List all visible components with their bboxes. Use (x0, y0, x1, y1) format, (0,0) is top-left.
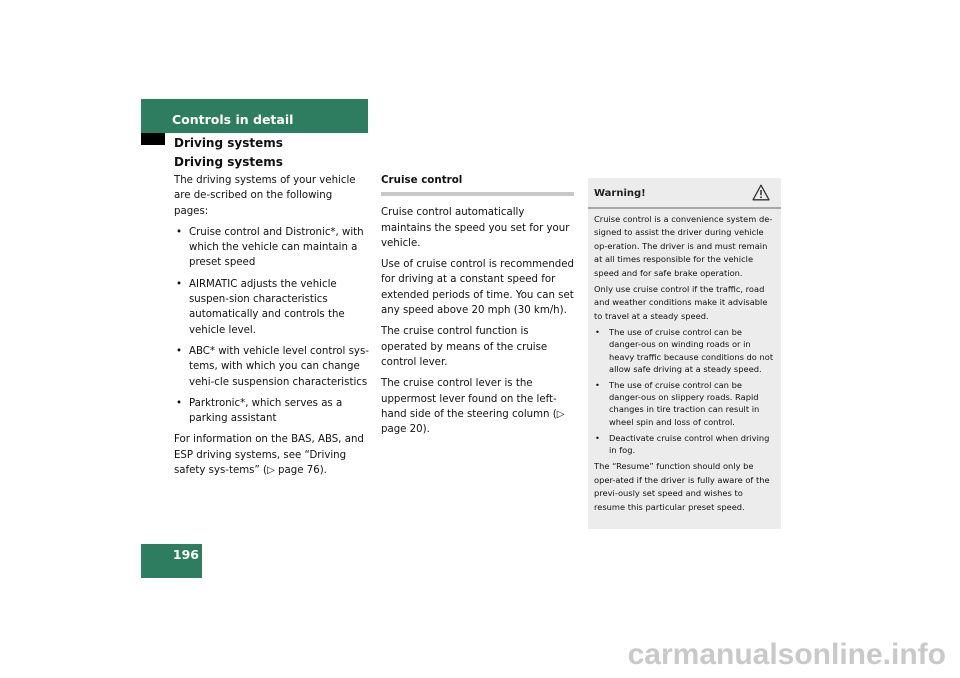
page-title: Driving systems (174, 155, 283, 169)
outro-paragraph: For information on the BAS, ABS, and ESP driving systems, see “Driving safety sys-tems” (▷ page 76). (174, 434, 364, 477)
paragraph: Use of cruise control is recommended for driving at a constant speed for extended periods of time. You can set any speed above 20 mph (30 km/h). (381, 259, 574, 317)
warning-list-item: • The use of cruise control can be danger-ous on winding roads or in heavy traffic because conditions do not allow safe driving at a steady speed. (594, 326, 775, 375)
list-item: • Cruise control and Distronic*, with which the vehicle can maintain a preset speed (174, 225, 369, 271)
warning-triangle-icon (752, 184, 770, 201)
warning-list-item: • Deactivate cruise control when driving in fog. (594, 432, 775, 456)
warning-header (588, 178, 781, 209)
warning-list-item: • The use of cruise control can be danger-ous on slippery roads. Rapid changes in tire traction can result in wheel spin and loss of control. (594, 379, 775, 428)
section-marker (141, 133, 165, 145)
warning-title: Warning! (594, 188, 646, 199)
warning-list (594, 326, 775, 456)
warning-paragraph: The “Resume” function should only be oper-ated if the driver is fully aware of the previ-ously set speed and wishes to resume this particular preset speed. (594, 461, 770, 512)
section-subheader: Driving systems (174, 136, 283, 150)
paragraph: The cruise control lever is the uppermost lever found on the left-hand side of the steering column (▷ page 20). (381, 378, 565, 436)
list-item: • Parktronic*, which serves as a parking assistant (174, 396, 369, 427)
paragraph: Cruise control automatically maintains the speed you set for your vehicle. (381, 207, 570, 249)
warning-paragraph: Cruise control is a convenience system de-signed to assist the driver during vehicle op-eration. The driver is and must remain at all times responsible for the vehicle speed and for safe brake operation. (594, 214, 773, 278)
paragraph: The cruise control function is operated by means of the cruise control lever. (381, 326, 548, 368)
intro-paragraph: The driving systems of your vehicle are de-scribed on the following pages: (174, 175, 356, 217)
driving-systems-list (174, 225, 369, 427)
chapter-title: Controls in detail (172, 112, 294, 127)
watermark: carmanualsonline.info (627, 638, 946, 671)
cruise-control-heading: Cruise control (381, 174, 463, 186)
warning-paragraph: Only use cruise control if the traffic, road and weather conditions make it advisable to travel at a steady speed. (594, 284, 768, 321)
warning-body (588, 209, 781, 514)
list-item: • AIRMATIC adjusts the vehicle suspen-sion characteristics automatically and controls the vehicle level. (174, 277, 369, 338)
page-number: 196 (172, 547, 199, 562)
left-column (174, 173, 369, 484)
list-item: • ABC* with vehicle level control sys-tems, with which you can change vehi-cle suspension characteristics (174, 344, 369, 390)
middle-column (381, 173, 576, 443)
heading-rule (381, 192, 574, 196)
warning-box (588, 178, 781, 529)
